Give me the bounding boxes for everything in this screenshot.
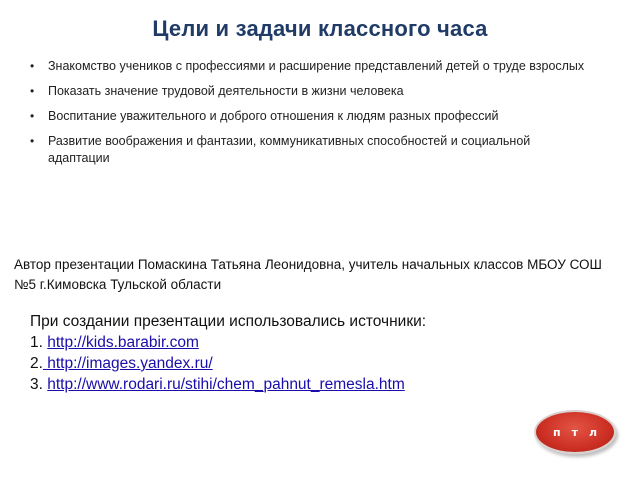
nav-button-t[interactable]: т <box>571 425 578 439</box>
goal-text: Развитие воображения и фантазии, коммуникативных способностей и социальной адаптации <box>48 134 531 165</box>
source-number: 3. <box>30 376 48 393</box>
sources-heading: При создании презентации использовались источники: <box>30 313 427 330</box>
goal-item <box>28 133 588 167</box>
sources-block <box>30 311 610 395</box>
goal-text: Знакомство учеников с профессиями и расширение представлений детей о труде взрослых <box>48 59 585 73</box>
source-link[interactable]: http://www.rodari.ru/stihi/chem_pahnut_remesla.htm <box>47 376 405 393</box>
source-item <box>30 353 610 374</box>
goal-text: Показать значение трудовой деятельности в жизни человека <box>48 84 404 98</box>
source-item <box>30 332 610 353</box>
nav-badge[interactable] <box>534 410 616 454</box>
bullet-icon: • <box>30 134 35 148</box>
bullet-icon: • <box>30 59 35 73</box>
bullet-icon: • <box>30 84 35 98</box>
source-number: 1. <box>30 334 48 351</box>
goal-item <box>28 58 588 75</box>
goal-item <box>28 108 588 125</box>
source-item <box>30 374 610 395</box>
slide-title: Цели и задачи классного часа <box>152 16 488 41</box>
goal-text: Воспитание уважительного и доброго отношения к людям разных профессий <box>48 109 499 123</box>
source-number: 2. <box>30 355 43 372</box>
bullet-icon: • <box>30 109 35 123</box>
nav-button-p[interactable]: п <box>552 425 561 439</box>
nav-button-l[interactable]: л <box>588 425 598 439</box>
goals-list <box>28 58 588 175</box>
author-info: Автор презентации Помаскина Татьяна Леонидовна, учитель начальных классов МБОУ СОШ №5 г.Кимовска Тульской области <box>14 257 602 292</box>
goal-item <box>28 83 588 100</box>
source-link[interactable]: http://kids.barabir.com <box>47 334 199 351</box>
source-link[interactable]: http://images.yandex.ru/ <box>42 355 213 372</box>
